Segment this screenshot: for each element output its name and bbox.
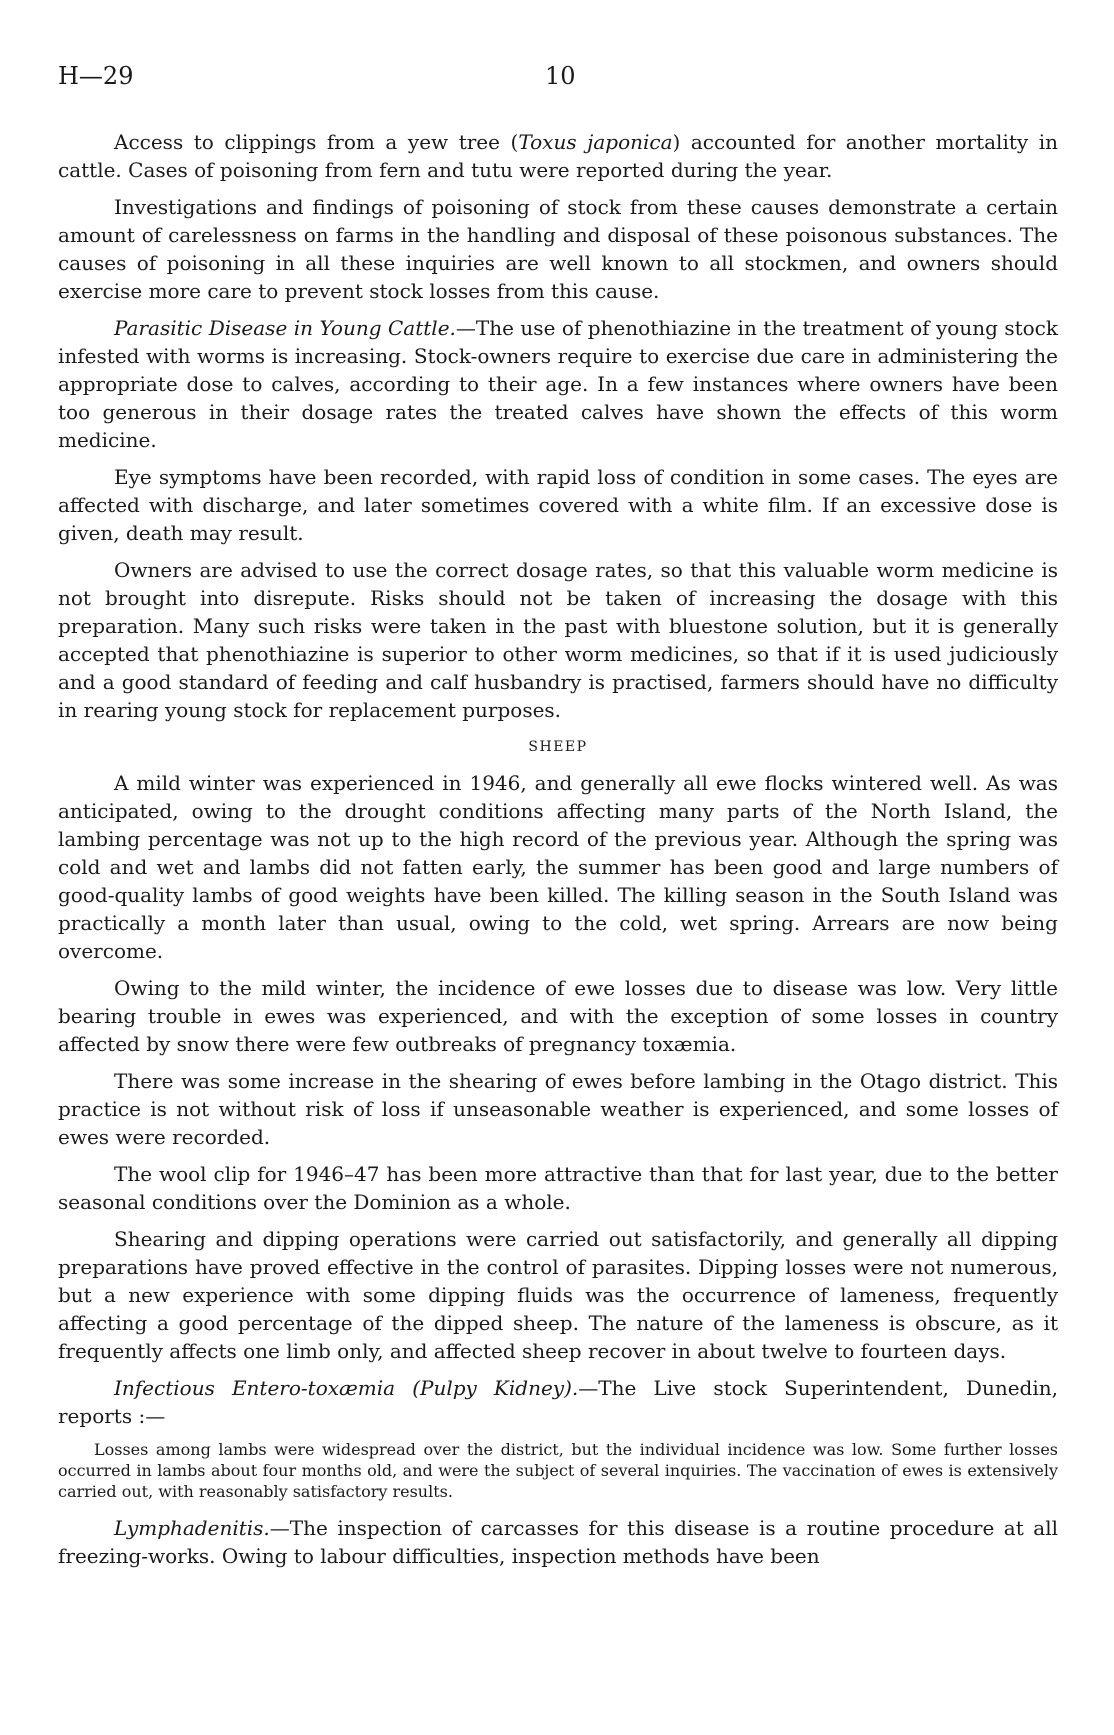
text-run: A mild winter was experienced in 1946, and generally all ewe flocks wintered well. As was anticipated, owing to the drought conditions affecting many parts of the North Island, the lambing percentage was not up to the high record of the previous year. Although the spring was cold and wet and lambs did not fatten early, the summer has been good and large numbers of good-quality lambs of good weights have been killed. The killing season in the South Island was practically a month later than usual, owing to the cold, wet spring. Arrears are now being overcome. — [58, 771, 1058, 963]
text-run: Shearing and dipping operations were carried out satisfactorily, and generally all dipping preparations have proved effective in the control of parasites. Dipping losses were not numerous, but a new experience with some dipping fluids was the occurrence of lameness, frequently affecting a good percentage of the dipped sheep. The nature of the lameness is obscure, as it frequently affects one limb only, and affected sheep recover in about twelve to fourteen days. — [58, 1227, 1058, 1363]
paragraph-wool-clip — [58, 1160, 1058, 1216]
document-body — [58, 128, 1058, 1579]
paragraph-mild-winter — [58, 769, 1058, 965]
text-run: There was some increase in the shearing of ewes before lambing in the Otago district. This practice is not without risk of loss if unseasonable weather is experienced, and some losses of ewes were recorded. — [58, 1069, 1058, 1149]
page-number: 10 — [545, 62, 576, 90]
text-run: Access to clippings from a yew tree ( — [114, 130, 519, 154]
paragraph-yew — [58, 128, 1058, 184]
paragraph-eye — [58, 463, 1058, 547]
paragraph-lymph — [58, 1514, 1058, 1570]
italic-phrase: Toxus japonica — [518, 130, 673, 154]
text-run: The wool clip for 1946–47 has been more attractive than that for last year, due to the better seasonal conditions over the Dominion as a whole. — [58, 1162, 1058, 1214]
paragraph-parasitic — [58, 314, 1058, 454]
italic-phrase: Lymphadenitis. — [114, 1516, 270, 1540]
document-reference: H—29 — [58, 62, 134, 90]
text-run: Eye symptoms have been recorded, with rapid loss of condition in some cases. The eyes are affected with discharge, and later sometimes covered with a white film. If an excessive dose is given, death may result. — [58, 465, 1058, 545]
text-run: Losses among lambs were widespread over the district, but the individual incidence was low. Some further losses occurred in lambs about four months old, and were the subject of several inquiries. The vaccination of ewes is extensively carried out, with reasonably satisfactory results. — [58, 1440, 1058, 1501]
italic-phrase: Parasitic Disease in Young Cattle. — [114, 316, 456, 340]
paragraph-investigations — [58, 193, 1058, 305]
paragraph-entero — [58, 1374, 1058, 1430]
text-run: Investigations and findings of poisoning of stock from these causes demonstrate a certain amount of carelessness on farms in the handling and disposal of these poisonous substances. The causes of poisoning in all these inquiries are well known to all stockmen, and owners should exercise more care to prevent stock losses from this cause. — [58, 195, 1058, 303]
paragraph-shearing-increase — [58, 1067, 1058, 1151]
paragraph-dipping — [58, 1225, 1058, 1365]
paragraph-owners — [58, 556, 1058, 724]
section-heading-sheep-heading — [58, 733, 1058, 761]
paragraph-ewe-losses — [58, 974, 1058, 1058]
text-run: —The use of phenothiazine in the treatment of young stock infested with worms is increasing. Stock-owners require to exercise due care in administering the appropriate dose to calves, according to their age. In a few instances where owners have been too generous in their dosage rates the treated calves have shown the effects of this worm medicine. — [58, 316, 1059, 452]
text-run: —The Live stock Superintendent, Dunedin, reports :— — [58, 1376, 1058, 1428]
text-run: Owners are advised to use the correct dosage rates, so that this valuable worm medicine is not brought into disrepute. Risks should not be taken of increasing the dosage with this preparation. Many such risks were taken in the past with bluestone solution, but it is generally accepted that phenothiazine is superior to other worm medicines, so that if it is used judiciously and a good standard of feeding and calf husbandry is practised, farmers should have no difficulty in rearing young stock for replacement purposes. — [58, 558, 1058, 722]
text-run: ) accounted for another mortality in cattle. Cases of poisoning from fern and tutu were reported during the year. — [58, 130, 1059, 182]
text-run: Owing to the mild winter, the incidence of ewe losses due to disease was low. Very little bearing trouble in ewes was experienced, and with the exception of some losses in country affected by snow there were few outbreaks of pregnancy toxæmia. — [58, 976, 1058, 1056]
paragraph-report — [58, 1439, 1058, 1502]
italic-phrase: Infectious Entero-toxæmia (Pulpy Kidney). — [114, 1376, 579, 1400]
text-run: SHEEP — [528, 739, 588, 755]
text-run: —The inspection of carcasses for this disease is a routine procedure at all freezing-works. Owing to labour difficulties, inspection methods have been — [58, 1516, 1058, 1568]
